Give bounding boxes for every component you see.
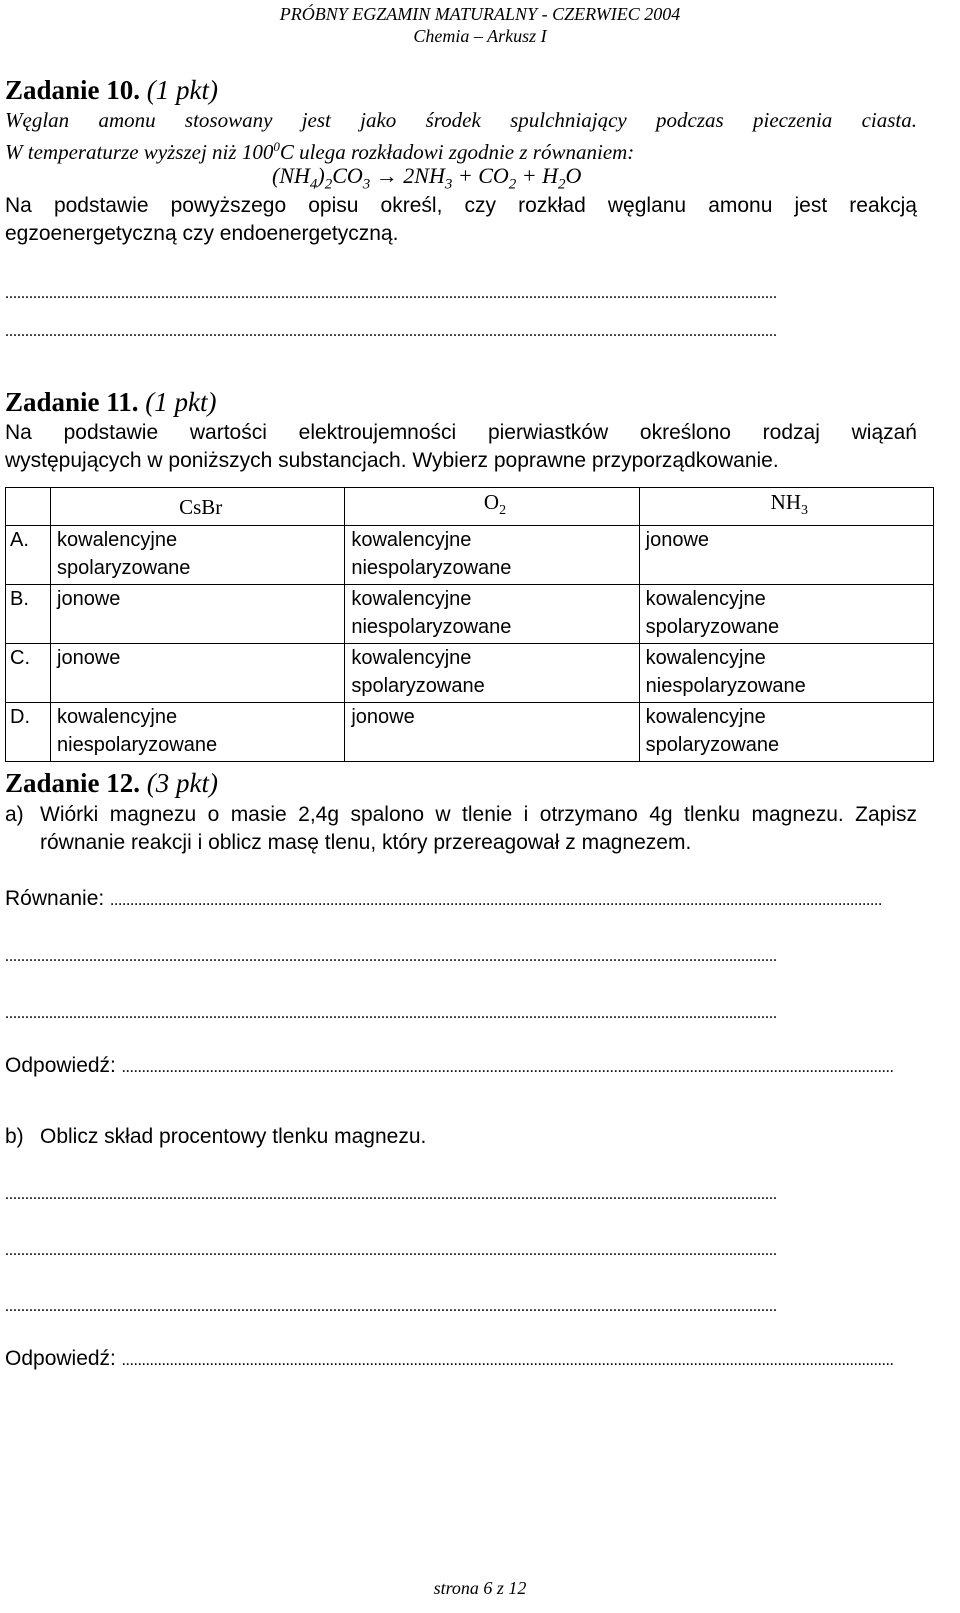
equation-answer-line[interactable] <box>5 886 917 914</box>
task10-title-label: Zadanie 10. <box>5 75 141 105</box>
task11-line2: występujących w poniższych substancjach. Wybierz poprawne przyporządkowanie. <box>5 449 779 472</box>
bond-type-table <box>5 487 934 762</box>
cell-line: kowalencyjne <box>351 588 472 611</box>
task12-points: (3 pkt) <box>146 768 218 798</box>
task12-b-work-line-3[interactable]: ................................................................................................................................................................................................. <box>5 1298 777 1315</box>
equation-label: Równanie: <box>5 887 111 910</box>
option-d-csbr <box>51 703 345 762</box>
table-corner-cell <box>6 488 51 526</box>
option-a-nh3 <box>639 526 933 585</box>
task12-a-line2: równanie reakcji i oblicz masę tlenu, który przereagował z magnezem. <box>40 831 692 854</box>
option-c-csbr <box>51 644 345 703</box>
eq-part: 2NH <box>403 163 445 188</box>
column-header-o2 <box>345 488 639 526</box>
nh3-sub: 3 <box>801 503 808 519</box>
eq-sub: 3 <box>444 176 453 193</box>
eq-sub: 2 <box>324 176 333 193</box>
dots: ................................................................................................................................................................................................. <box>121 1352 894 1369</box>
eq-arrow: → <box>370 163 404 188</box>
dots: ................................................................................................................................................................................................. <box>110 892 883 909</box>
cell-line: spolaryzowane <box>645 616 780 639</box>
option-label[interactable]: A. <box>6 526 51 585</box>
cell-line: kowalencyjne <box>645 647 766 670</box>
option-a-o2 <box>345 526 639 585</box>
cell-line: niespolaryzowane <box>645 675 806 698</box>
eq-part: + H <box>516 163 558 188</box>
option-d-o2 <box>345 703 639 762</box>
task12-b-text: Oblicz skład procentowy tlenku magnezu. <box>40 1125 427 1148</box>
task11-points: (1 pkt) <box>145 387 217 417</box>
cell-line: niespolaryzowane <box>351 557 512 580</box>
page-number: strona 6 z 12 <box>433 1578 527 1598</box>
header-subject: Chemia – Arkusz I <box>413 26 547 46</box>
option-a-csbr <box>51 526 345 585</box>
cell-line: jonowe <box>351 706 415 729</box>
task10-line3: Na podstawie powyższego opisu określ, czy rozkład węglanu amonu jest reakcją <box>5 194 917 217</box>
cell-line: kowalencyjne <box>57 529 178 552</box>
option-c-nh3 <box>639 644 933 703</box>
cell-line: kowalencyjne <box>57 706 178 729</box>
option-label[interactable]: B. <box>6 585 51 644</box>
eq-part: CO <box>332 163 363 188</box>
cell-line: jonowe <box>57 647 121 670</box>
task10-line1: Węglan amonu stosowany jest jako środek spulchniający podczas pieczenia ciasta. <box>5 108 917 132</box>
task12-b-work-line-1[interactable]: ................................................................................................................................................................................................. <box>5 1186 777 1203</box>
eq-sub: 4 <box>309 176 318 193</box>
cell-line: jonowe <box>645 529 710 552</box>
eq-part: ) <box>317 163 325 188</box>
column-header-csbr: CsBr <box>51 488 345 526</box>
option-row-c[interactable] <box>6 644 934 703</box>
table-header-row <box>6 488 934 526</box>
task10-line2-pre: W temperaturze wyższej niż 100 <box>5 140 274 164</box>
task10-title <box>5 74 218 106</box>
o2-sub: 2 <box>499 503 507 519</box>
eq-sub: 2 <box>508 176 517 193</box>
nh3-base: NH <box>770 490 801 514</box>
task12-a-line1: Wiórki magnezu o masie 2,4g spalono w tlenie i otrzymano 4g tlenku magnezu. Zapisz <box>40 803 917 826</box>
cell-line: spolaryzowane <box>645 734 780 757</box>
task11-title-label: Zadanie 11. <box>5 387 139 417</box>
option-label[interactable]: D. <box>6 703 51 762</box>
task12-title <box>5 767 218 799</box>
task12-title-label: Zadanie 12. <box>5 768 141 798</box>
eq-part: (NH <box>272 163 310 188</box>
eq-sub: 3 <box>362 176 371 193</box>
cell-line: kowalencyjne <box>351 529 472 552</box>
task12-a-label: a) <box>5 803 24 826</box>
task12-b-work-line-2[interactable]: ................................................................................................................................................................................................. <box>5 1242 777 1259</box>
answer-label: Odpowiedź: <box>5 1347 122 1370</box>
option-d-nh3 <box>639 703 933 762</box>
cell-line: niespolaryzowane <box>351 616 512 639</box>
answer-label: Odpowiedź: <box>5 1054 122 1077</box>
answer-b-line[interactable] <box>5 1346 917 1374</box>
cell-line: kowalencyjne <box>351 647 472 670</box>
cell-line: spolaryzowane <box>351 675 485 698</box>
task12-a-work-line-2[interactable]: ................................................................................................................................................................................................. <box>5 1005 777 1022</box>
option-b-o2 <box>345 585 639 644</box>
task11-line1: Na podstawie wartości elektroujemności pierwiastków określono rodzaj wiązań <box>5 421 917 444</box>
option-row-d[interactable] <box>6 703 934 762</box>
dots: ................................................................................................................................................................................................. <box>121 1059 894 1076</box>
cell-line: kowalencyjne <box>645 706 766 729</box>
eq-sub: 2 <box>558 176 566 193</box>
task10-answer-line-2[interactable]: ................................................................................................................................................................................................. <box>5 323 777 340</box>
cell-line: kowalencyjne <box>645 588 766 611</box>
task10-line4: egzoenergetyczną czy endoenergetyczną. <box>5 222 399 245</box>
task10-line2-post: C ulega rozkładowi zgodnie z równaniem: <box>279 140 635 164</box>
task12-b-label: b) <box>5 1125 24 1148</box>
cell-line: spolaryzowane <box>57 557 191 580</box>
task10-points: (1 pkt) <box>146 75 218 105</box>
o2-base: O <box>483 490 500 514</box>
option-row-a[interactable] <box>6 526 934 585</box>
option-row-b[interactable] <box>6 585 934 644</box>
option-b-csbr <box>51 585 345 644</box>
option-c-o2 <box>345 644 639 703</box>
eq-part: O <box>565 163 582 188</box>
eq-part: + CO <box>452 163 509 188</box>
column-header-nh3 <box>639 488 933 526</box>
answer-a-line[interactable] <box>5 1053 917 1081</box>
task10-answer-line-1[interactable]: ................................................................................................................................................................................................. <box>5 285 777 302</box>
option-label[interactable]: C. <box>6 644 51 703</box>
task12-a-work-line-1[interactable]: ................................................................................................................................................................................................. <box>5 948 777 965</box>
cell-line: jonowe <box>57 588 121 611</box>
task10-degree-sup: 0 <box>273 139 280 154</box>
option-b-nh3 <box>639 585 933 644</box>
header-exam-title: PRÓBNY EGZAMIN MATURALNY - CZERWIEC 2004 <box>279 4 681 24</box>
cell-line: niespolaryzowane <box>57 734 218 757</box>
task11-title <box>5 386 217 418</box>
